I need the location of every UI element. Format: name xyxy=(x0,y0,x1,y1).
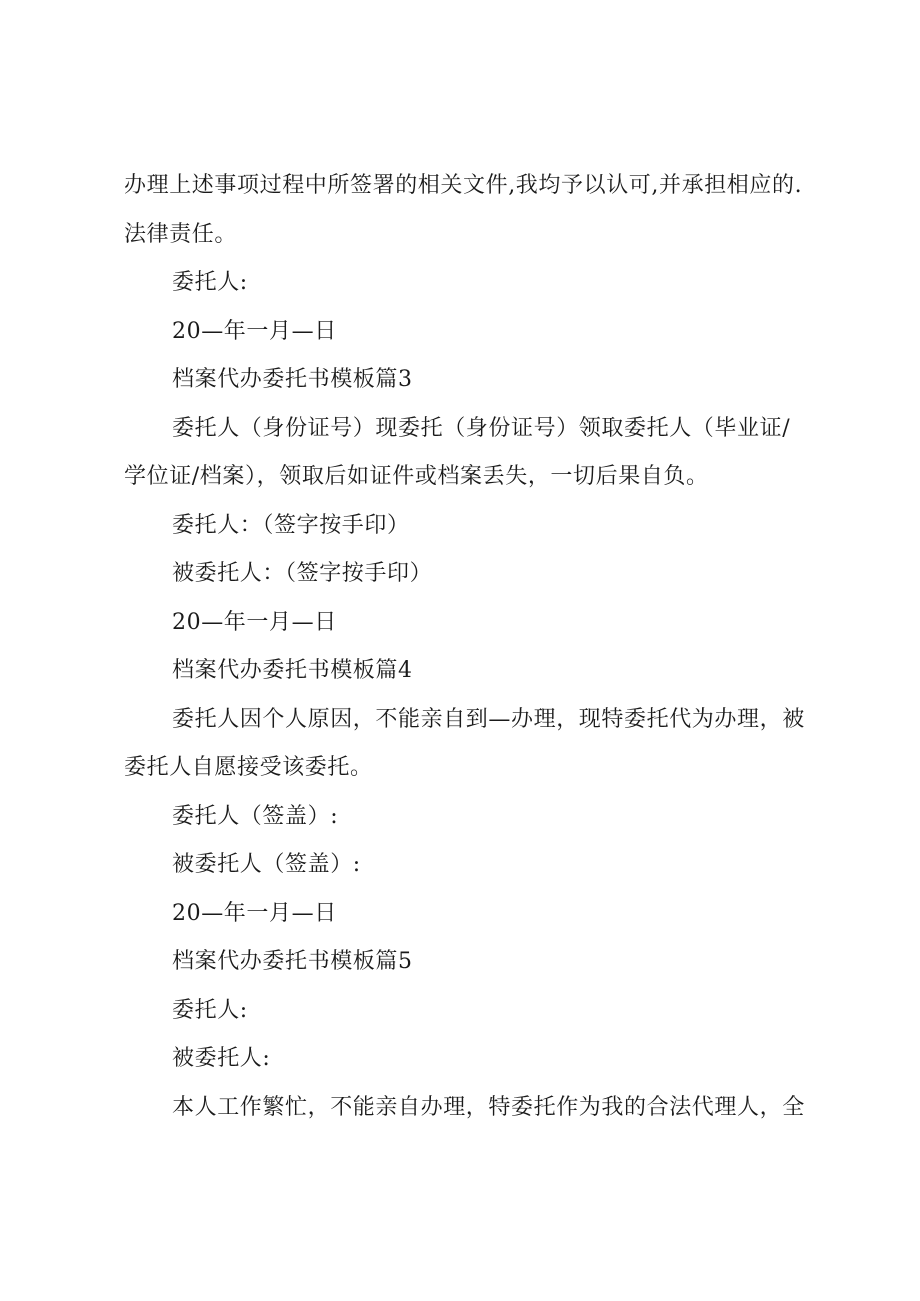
text-line: 被委托人: xyxy=(172,1046,271,1071)
text-line: 委托人: xyxy=(172,270,248,295)
text-line: 学位证/档案），领取后如证件或档案丢失，一切后果自负。 xyxy=(124,464,709,489)
date-line: 20—年一月—日 xyxy=(172,900,337,926)
text-line: 法律责任。 xyxy=(124,221,238,247)
text-line: 被委托人（签盖）: xyxy=(172,852,361,877)
section-heading: 档案代办委托书模板篇3 xyxy=(172,367,413,392)
document-body xyxy=(124,162,844,1132)
text-line: 委托人因个人原因，不能亲自到—办理，现特委托代为办理，被 xyxy=(172,706,805,732)
text-line: 办理上述事项过程中所签署的相关文件,我均予以认可,并承担相应的. xyxy=(124,173,803,198)
date-line: 20—年一月—日 xyxy=(172,318,337,344)
text-line: 被委托人：（签字按手印） xyxy=(172,561,433,586)
text-line: 委托人（签盖）: xyxy=(172,803,339,829)
section-heading: 档案代办委托书模板篇4 xyxy=(172,658,413,683)
date-line: 20—年一月—日 xyxy=(172,609,337,635)
text-line: 本人工作繁忙，不能亲自办理，特委托作为我的合法代理人，全 xyxy=(172,1094,805,1120)
text-line: 委托人: xyxy=(172,997,248,1023)
text-line: 委托人（身份证号）现委托（身份证号）领取委托人（毕业证/ xyxy=(172,415,791,441)
text-line: 委托人自愿接受该委托。 xyxy=(124,755,373,780)
text-line: 委托人：（签字按手印） xyxy=(172,512,410,538)
section-heading: 档案代办委托书模板篇5 xyxy=(172,949,413,974)
